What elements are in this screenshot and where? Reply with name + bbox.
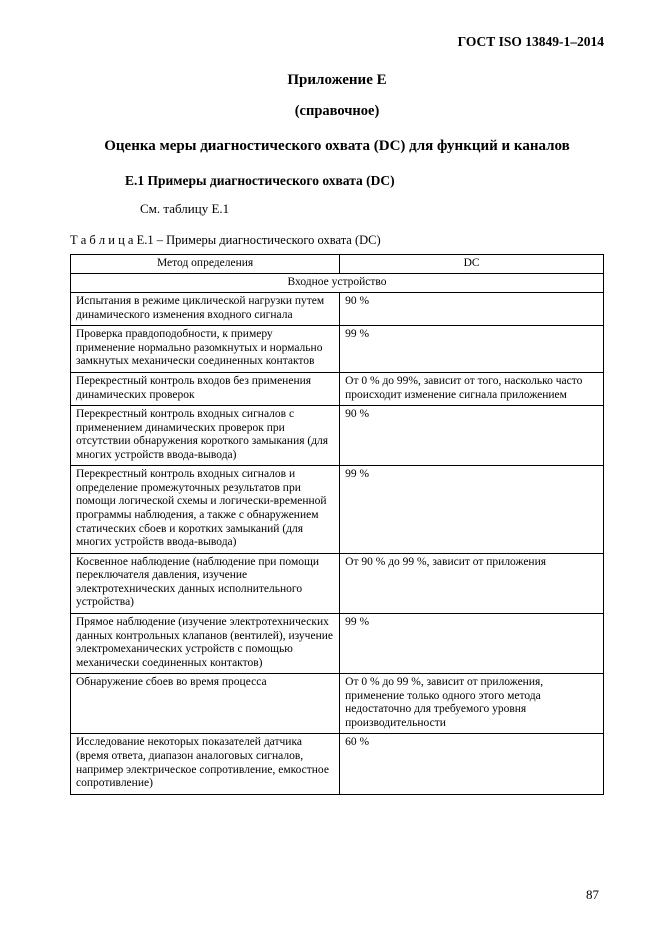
method-cell: Исследование некоторых показателей датчика (время ответа, диапазон аналоговых сигналов, например электрическое сопротивление, емкостное сопротивление) xyxy=(71,734,340,794)
method-cell: Проверка правдоподобности, к примеру применение нормально разомкнутых и нормально замкнутых механически соединенных контактов xyxy=(71,326,340,373)
method-cell: Косвенное наблюдение (наблюдение при помощи переключателя давления, изучение электротехнических данных исполнительного устройства) xyxy=(71,553,340,613)
table-caption: Т а б л и ц а Е.1 – Примеры диагностического охвата (DC) xyxy=(70,233,381,247)
dc-cell: От 0 % до 99%, зависит от того, насколько часто происходит изменение сигнала приложением xyxy=(340,372,604,405)
dc-cell: От 0 % до 99 %, зависит от приложения, применение только одного этого метода недостаточно для требуемого уровня производительности xyxy=(340,674,604,734)
method-cell: Перекрестный контроль входов без применения динамических проверок xyxy=(71,372,340,405)
reference-note: См. таблицу Е.1 xyxy=(140,201,230,216)
method-cell: Испытания в режиме циклической нагрузки путем динамического изменения входного сигнала xyxy=(71,293,340,326)
table-group-row xyxy=(71,273,604,293)
appendix-title: Приложение Е xyxy=(287,72,387,88)
dc-cell: От 90 % до 99 %, зависит от приложения xyxy=(340,553,604,613)
dc-cell: 90 % xyxy=(340,406,604,466)
method-cell: Перекрестный контроль входных сигналов и определение промежуточных результатов при помощи логической схемы и логически-временной программы наблюдения, а также с обнаружением статических сбоев и коротких замыканий (для многих устройств ввода-вывода) xyxy=(71,466,340,553)
dc-cell: 90 % xyxy=(340,293,604,326)
dc-cell: 60 % xyxy=(340,734,604,794)
group-header-input-device: Входное устройство xyxy=(71,273,604,293)
column-header-dc: DC xyxy=(340,255,604,274)
table-row xyxy=(71,553,604,613)
page-number: 87 xyxy=(586,887,599,902)
column-header-method: Метод определения xyxy=(71,255,340,274)
table-row xyxy=(71,613,604,673)
table-header-row xyxy=(71,255,604,274)
dc-cell: 99 % xyxy=(340,466,604,553)
dc-cell: 99 % xyxy=(340,613,604,673)
method-cell: Обнаружение сбоев во время процесса xyxy=(71,674,340,734)
appendix-main-title: Оценка меры диагностического охвата (DC) для функций и каналов xyxy=(104,138,570,154)
table-row xyxy=(71,406,604,466)
table-row xyxy=(71,734,604,794)
document-standard-number: ГОСТ ISO 13849-1–2014 xyxy=(457,34,604,49)
subsection-title: Е.1 Примеры диагностического охвата (DC) xyxy=(125,173,395,188)
dc-table xyxy=(70,254,604,795)
table-row xyxy=(71,326,604,373)
method-cell: Прямое наблюдение (изучение электротехнических данных контрольных клапанов (вентилей), изучение электромеханических устройств с помощью механически соединенных контактов) xyxy=(71,613,340,673)
table-row xyxy=(71,674,604,734)
appendix-type: (справочное) xyxy=(294,103,380,119)
method-cell: Перекрестный контроль входных сигналов с применением динамических проверок при отсутствии обнаружения короткого замыкания (для многих устройств ввода-вывода) xyxy=(71,406,340,466)
dc-cell: 99 % xyxy=(340,326,604,373)
table-row xyxy=(71,466,604,553)
table-row xyxy=(71,372,604,405)
table-row xyxy=(71,293,604,326)
